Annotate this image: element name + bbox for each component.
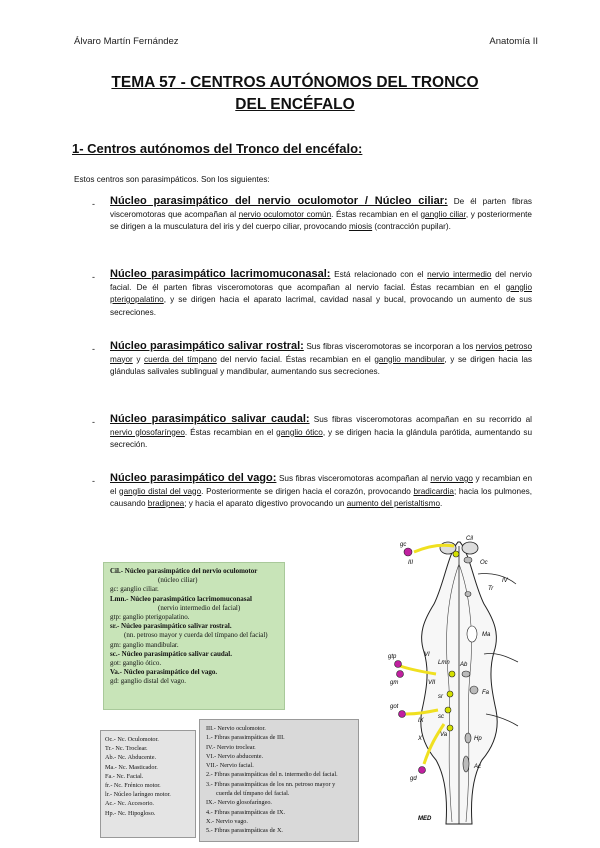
item-body: [110, 413, 532, 452]
legend-line: Hp.- Nc. Hipogloso.: [105, 809, 156, 817]
item-underlined: ganglio mandibular: [374, 354, 445, 364]
label-ab: Ab: [460, 662, 468, 668]
legend-line: Ac.- Nc. Accesorio.: [105, 800, 154, 808]
item-text: De él parten fibras visceromotoras que acompañan al: [110, 197, 532, 219]
label-sr: sr: [438, 694, 443, 700]
legend-line: Ma.- Nc. Masticador.: [105, 763, 158, 771]
label-hp: Hp: [474, 736, 482, 742]
legend-line: 4.- Fibras parasimpáticas de IX.: [206, 808, 286, 816]
item-text: Sus fibras visceromotoras se incorporan a los: [303, 342, 476, 351]
item-text: . Éstas recambian en el: [331, 209, 421, 219]
item-text: , y se dirigen hacia las glándulas salivales sublingual y mandibular, aumentando sus secreciones.: [110, 354, 533, 376]
label-tr: Tr: [488, 586, 494, 592]
label-ma: Ma: [482, 632, 491, 638]
bullet-dash: -: [92, 344, 95, 354]
item-underlined: bradicardia: [413, 486, 454, 496]
page-title: [60, 72, 530, 116]
item-underlined: ganglio distal del vago: [119, 486, 202, 496]
label-gd: gd: [410, 776, 417, 782]
item-underlined: nervios petroso mayor: [110, 342, 532, 364]
legend-parasympathetic-nuclei: [103, 562, 285, 710]
item-text: del nervio facial. De él parten fibras visceromotoras que acompañan al nervio facial. Éstas recambian en el: [110, 270, 532, 292]
item-heading: Núcleo parasimpático lacrimomuconasal:: [110, 268, 331, 280]
legend-line: (núcleo ciliar): [158, 576, 198, 585]
item-text: y recambian en el: [110, 474, 532, 496]
item-underlined: miosis: [348, 222, 373, 231]
colliculus-right: [462, 542, 478, 554]
nucleus-lmn: [449, 671, 455, 677]
item-text: (contracción pupilar).: [372, 222, 451, 231]
bullet-dash: -: [92, 417, 95, 427]
legend-line: (nervio intermedio del facial): [158, 603, 241, 612]
legend-line: Cil.- Núcleo parasimpático del nervio oculomotor: [110, 567, 258, 575]
nucleus-ac: [463, 756, 469, 772]
legend-line: 1.- Fibras parasimpáticas de III.: [206, 734, 285, 742]
item-underlined: ganglio ciliar: [420, 209, 466, 219]
item-text: Está relacionado con el: [330, 270, 428, 279]
item-heading: Núcleo parasimpático del vago:: [110, 472, 277, 484]
title-line-2: DEL ENCÉFALO: [235, 96, 355, 113]
item-heading: Núcleo parasimpático salivar rostral:: [110, 340, 304, 352]
bullet-dash: -: [92, 199, 95, 209]
legend-line: VII.- Nervio facial.: [206, 762, 254, 770]
label-x: X: [418, 736, 423, 742]
legend-line: Tr.- Nc. Troclear.: [105, 745, 148, 753]
legend-line: 2.- Fibras parasimpáticas del n. intermedio del facial.: [206, 771, 338, 779]
legend-line: 5.- Fibras parasimpáticas de X.: [206, 827, 283, 835]
label-oc: Oc: [480, 560, 488, 566]
legend-line: X.- Nervio vago.: [206, 817, 248, 825]
legend-line: gm: ganglio mandibular.: [110, 640, 179, 649]
nucleus-va: [447, 725, 453, 731]
ganglion-got: [399, 711, 406, 718]
item-underlined: aumento del peristaltismo: [346, 499, 441, 508]
item-underlined: nervio vago: [430, 474, 473, 483]
item-body: [110, 268, 532, 319]
item-text: , y se dirigen hacia el aparato lacrimal, cavidad nasal y bucal, provocando un aumento de sus secreciones.: [110, 295, 532, 317]
label-ix: IX: [418, 718, 424, 724]
legend-line: gc: ganglio ciliar.: [110, 585, 159, 594]
legend-line: got: ganglio ótico.: [110, 659, 162, 668]
legend-line: fr.- Nc. Frénico motor.: [105, 782, 161, 790]
nucleus-oc: [464, 557, 472, 563]
item-text: , y se dirigen hacia la glándula parótida, aumentando su secreción.: [110, 427, 532, 449]
nerve-right-1: [478, 573, 516, 584]
legend-line: Ab.- Nc. Abducente.: [105, 754, 157, 762]
label-gc: gc: [400, 542, 407, 548]
item-underlined: nervio oculomotor común: [238, 209, 332, 219]
label-iv: IV: [502, 578, 508, 584]
nucleus-ab: [462, 671, 470, 677]
item-underlined: nervio intermedio: [427, 270, 492, 279]
item-text: Sus fibras visceromotoras acompañan al: [276, 474, 431, 483]
label-va: Va: [440, 732, 448, 738]
legend-line: IX.- Nervio glosofaríngeo.: [206, 799, 272, 807]
label-gtp: gtp: [388, 654, 397, 660]
ganglion-gm: [397, 671, 404, 678]
ganglion-gtp: [395, 661, 402, 668]
item-text: y: [132, 354, 145, 364]
label-ac: Ac: [474, 764, 482, 770]
nucleus-ma: [467, 626, 477, 642]
nucleus-fa: [470, 686, 478, 694]
legend-line: III.- Nervio oculomotor.: [206, 725, 266, 732]
legend-line: VI.- Nervio abducente.: [206, 752, 264, 760]
legend-line: gtp: ganglio pterigopalatino.: [110, 613, 190, 622]
label-iii: III: [408, 560, 414, 566]
ganglion-gd: [419, 767, 426, 774]
legend-motor-nuclei: [100, 730, 196, 838]
legend-line: Fa.- Nc. Facial.: [105, 772, 144, 780]
label-gm: gm: [390, 680, 399, 686]
item-underlined: cuerda del tímpano: [144, 354, 217, 364]
item-underlined: nervio glosofaríngeo: [110, 427, 185, 437]
legend-line: Lmn.- Núcleo parasimpático lacrimomuconasal: [110, 594, 252, 603]
nucleus-sc: [445, 707, 451, 713]
label-cil: Cil: [466, 536, 473, 542]
section-heading: 1- Centros autónomos del Tronco del encéfalo:: [72, 141, 363, 156]
item-heading: Núcleo parasimpático del nervio oculomotor / Núcleo ciliar:: [110, 195, 448, 207]
item-text: , y posteriormente se dirigen a la musculatura del iris y del cuerpo ciliar, provocando: [110, 209, 532, 231]
label-fa: Fa: [482, 690, 490, 696]
item-text: .: [440, 499, 443, 508]
item-text: Sus fibras visceromotoras acompañan en su recorrido al: [309, 415, 532, 424]
item-text: . Éstas recambian en el: [184, 427, 277, 437]
legend-line: Va.- Núcleo parasimpático del vago.: [110, 668, 218, 677]
legend-line: Oc.- Nc. Oculomotor.: [105, 736, 159, 743]
item-body: [110, 340, 532, 379]
item-body: [110, 472, 532, 511]
legend-line: sr.- Núcleo parasimpático salivar rostral.: [110, 622, 232, 631]
header-author: Álvaro Martín Fernández: [74, 36, 179, 47]
brainstem-diagram: [388, 524, 530, 842]
item-heading: Núcleo parasimpático salivar caudal:: [110, 413, 310, 425]
item-underlined: bradipnea: [147, 499, 185, 508]
item-text: del nervio facial. Éstas recambian en el: [216, 354, 375, 364]
label-vi: VI: [424, 652, 430, 658]
legend-line: 3.- Fibras parasimpáticas de los nn. petroso mayor y: [206, 780, 336, 788]
header-course: Anatomía II: [489, 36, 538, 47]
item-text: . Posteriormente se dirigen hacia el corazón, provocando: [201, 486, 414, 496]
label-lmn: Lmn: [438, 660, 450, 666]
title-line-1: TEMA 57 - CENTROS AUTÓNOMOS DEL TRONCO: [111, 74, 479, 91]
intro-text: Estos centros son parasimpáticos. Son los siguientes:: [74, 175, 270, 184]
ganglion-gc: [404, 548, 412, 556]
legend-nerves: [199, 719, 359, 842]
label-med: MED: [418, 816, 432, 822]
nucleus-tr: [465, 592, 471, 597]
item-text: ; y hacia el aparato digestivo provocando un: [184, 499, 347, 508]
legend-line: (nn. petroso mayor y cuerda del tímpano del facial): [124, 631, 268, 640]
label-got: got: [390, 704, 399, 710]
label-sc: sc: [438, 714, 444, 720]
legend-line: cuerda del tímpano del facial.: [216, 790, 290, 798]
bullet-dash: -: [92, 476, 95, 486]
label-vii: VII: [428, 680, 436, 686]
legend-line: lr.- Núcleo laríngeo motor.: [105, 791, 171, 799]
nucleus-cil: [453, 551, 459, 557]
item-underlined: ganglio pterigopalatino: [110, 282, 532, 304]
legend-line: gd: ganglio distal del vago.: [110, 677, 187, 686]
item-body: [110, 195, 532, 234]
legend-line: IV.- Nervio troclear.: [206, 743, 256, 751]
nucleus-sr: [447, 691, 453, 697]
item-text: ; hacia los pulmones, causando: [110, 486, 532, 508]
legend-line: sc.- Núcleo parasimpático salivar caudal.: [110, 649, 232, 658]
nucleus-hp: [465, 733, 471, 743]
bullet-dash: -: [92, 272, 95, 282]
item-underlined: ganglio ótico: [276, 427, 323, 437]
